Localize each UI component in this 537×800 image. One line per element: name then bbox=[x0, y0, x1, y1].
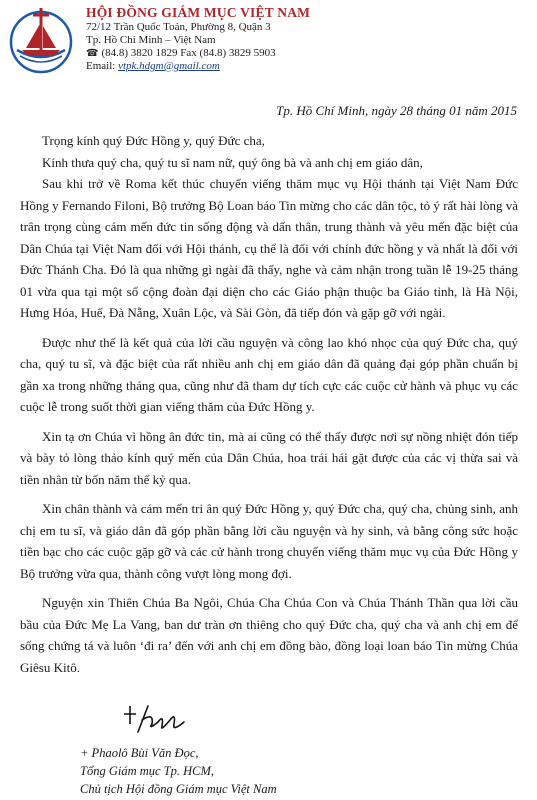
paragraph-1: Sau khi trở về Roma kết thúc chuyến viếng thăm mục vụ Hội thánh tại Việt Nam Đức Hồng y Fernando Filoni, Bộ trưởng Bộ Loan báo Tin mừng cho các dân tộc, tỏ ý rất hài lòng và trân trọng cùng cám mến đức tin sống động và dấn thân, trung thành và yêu mến đặc biệt của Dân Chúa tại Việt Nam đối với Hội thánh, cụ thể là đối với chính đức hồng y và nhất là đối với Đức Thánh Cha. Đó là qua những gì ngài đã thấy, nghe và cảm nhận trong tuần lễ 19-25 tháng 01 vừa qua tại một số cộng đoàn đại diện cho các Giáo phận thuộc ba Giáo tỉnh, là Hà Nội, Hưng Hóa, Huế, Đà Nẵng, Xuân Lộc, và Sài Gòn, đã tiếp đón và gặp gỡ với ngài. bbox=[20, 176, 518, 320]
phone-fax-line bbox=[86, 47, 526, 60]
address-line-2: Tp. Hồ Chí Minh – Việt Nam bbox=[86, 34, 216, 46]
letterhead bbox=[6, 2, 531, 80]
salutation-2: Kính thưa quý cha, quý tu sĩ nam nữ, quý ông bà và anh chị em giáo dân, bbox=[42, 154, 423, 170]
organization-info bbox=[86, 5, 526, 73]
letter-date: Tp. Hồ Chí Minh, ngày 28 tháng 01 năm 2015 bbox=[276, 103, 517, 118]
paragraph-5: Nguyện xin Thiên Chúa Ba Ngôi, Chúa Cha Chúa Con và Chúa Thánh Thần qua lời cầu bầu của Đức Mẹ La Vang, ban dư tràn ơn thiêng cho quý Đức cha, quý cha và anh chị em để sống chứng tá và luôn ‘đi ra’ đến với anh chị em đồng bào, đồng loại loan báo Tin mừng Chúa Giêsu Kitô. bbox=[20, 595, 518, 675]
phone-fax: (84.8) 3820 1829 Fax (84.8) 3829 5903 bbox=[101, 47, 276, 59]
address-line-1: 72/12 Trần Quốc Toản, Phường 8, Quận 3 bbox=[86, 21, 271, 33]
phone-icon: ☎ bbox=[86, 48, 99, 59]
signer-name: + Phaolô Bùi Văn Đọc, bbox=[80, 746, 199, 760]
salutation-1: Trọng kính quý Đức Hồng y, quý Đức cha, bbox=[42, 133, 265, 148]
email-label: Email: bbox=[86, 60, 119, 72]
organization-name: HỘI ĐỒNG GIÁM MỤC VIỆT NAM bbox=[86, 5, 311, 20]
handwritten-signature-icon bbox=[118, 700, 188, 742]
closing-block bbox=[80, 744, 277, 798]
email-link[interactable]: vtpk.hdgm@gmail.com bbox=[118, 60, 220, 72]
signer-title-2: Chủ tịch Hội đồng Giám mục Việt Nam bbox=[80, 782, 277, 796]
paragraph-3: Xin tạ ơn Chúa vì hồng ân đức tin, mà ai cũng có thể thấy được nơi sự nồng nhiệt đón tiếp và bày tỏ lòng thảo kính quý mến của Dân Chúa, hoa trái hái gặt được của các vị thừa sai và tiền nhân từ bốn năm thế kỷ qua. bbox=[20, 428, 518, 487]
paragraph-4: Xin chân thành và cám mến tri ân quý Đức Hồng y, quý Đức cha, quý cha, chủng sinh, anh chị em tu sĩ, và giáo dân đã góp phần bằng lời cầu nguyện và hy sinh, và bằng công sức hoặc tiền bạc cho các cuộc gặp gỡ và các cử hành trong chuyến viếng thăm mục vụ của Đức Hồng y Bộ trưởng vừa qua, thành công vượt lòng mong đợi. bbox=[20, 501, 518, 581]
letter-body bbox=[20, 130, 518, 678]
paragraph-2: Được như thế là kết quả của lời cầu nguyện và công lao khó nhọc của quý Đức cha, quý cha, quý tu sĩ, và đặc biệt của rất nhiều anh chị em giáo dân đã quảng đại góp phần chuẩn bị gần xa trong những tháng qua, cũng như đã tham dự tích cực các cuộc cử hành và phục vụ các cuộc lễ trong suốt thời gian viếng thăm của Đức Hồng y. bbox=[20, 334, 518, 414]
bishops-conference-logo-icon bbox=[8, 4, 74, 76]
signer-title-1: Tổng Giám mục Tp. HCM, bbox=[80, 764, 215, 778]
email-line bbox=[86, 60, 526, 73]
